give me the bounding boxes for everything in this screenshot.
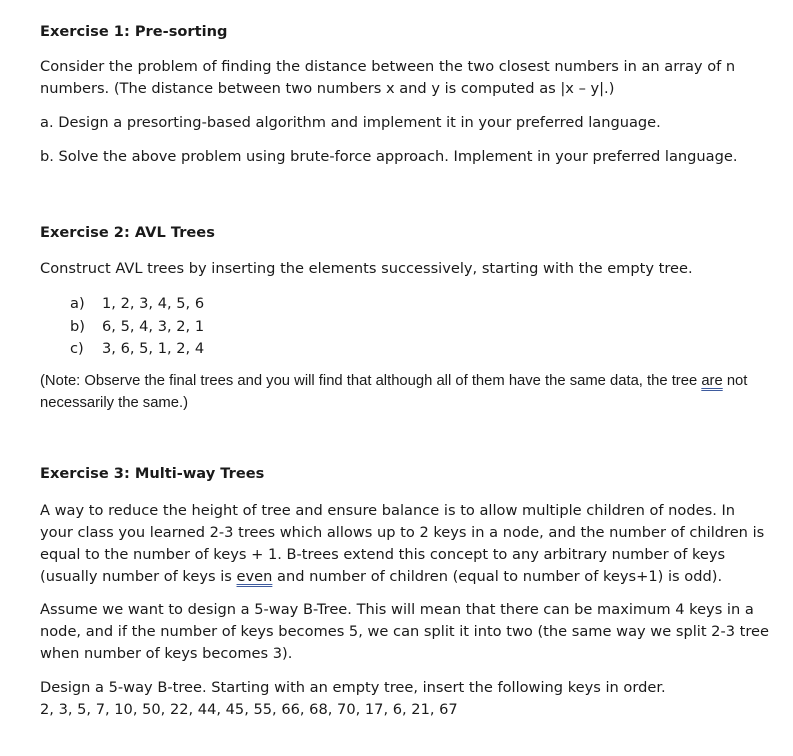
- list-item-text: 1, 2, 3, 4, 5, 6: [102, 295, 205, 312]
- list-marker: c): [70, 340, 84, 357]
- exercise-1-part-b: b. Solve the above problem using brute-force approach. Implement in your preferred language.: [40, 148, 738, 165]
- list-item: [40, 293, 770, 316]
- exercise-3-paragraph-2: Assume we want to design a 5-way B-Tree. This will mean that there can be maximum 4 keys in a node, and if the number of keys becomes 5, we can split it into two (the same way we split 2-3 tree when number of keys becomes 3).: [40, 601, 770, 662]
- exercise-1-intro: Consider the problem of finding the distance between the two closest numbers in an array of n numbers. (The distance between two numbers x and y is computed as |x – y|.): [40, 58, 736, 97]
- exercise-2: [40, 223, 770, 414]
- paragraph-text: A way to reduce the height of tree and ensure balance is to allow multiple children of nodes. In your class you learned 2-3 trees which allows up to 2 keys in a node, and the number of children is equal to the number of keys + 1. B-trees extend this concept to any arbitrary number of keys (usually number of keys is: [40, 502, 765, 585]
- list-item: [40, 338, 770, 361]
- exercise-3: [40, 464, 770, 721]
- avl-sequence-list: [40, 293, 770, 361]
- grammar-flagged-word: are: [701, 372, 723, 389]
- paragraph-text: Design a 5-way B-tree. Starting with an empty tree, insert the following keys in order.: [40, 679, 666, 696]
- list-item-text: 3, 6, 5, 1, 2, 4: [102, 340, 205, 357]
- key-sequence: 2, 3, 5, 7, 10, 50, 22, 44, 45, 55, 66, 68, 70, 17, 6, 21, 67: [40, 701, 458, 718]
- exercise-2-note: [40, 370, 770, 414]
- exercise-2-heading: Exercise 2: AVL Trees: [40, 224, 215, 241]
- list-item: [40, 316, 770, 339]
- list-marker: b): [70, 317, 85, 335]
- exercise-1: [40, 22, 770, 168]
- exercise-3-paragraph-3: [40, 677, 770, 721]
- grammar-flagged-word: even: [236, 568, 273, 585]
- paragraph-text-end: and number of children (equal to number of keys+1) is odd).: [272, 568, 723, 585]
- exercise-3-heading: Exercise 3: Multi-way Trees: [40, 465, 265, 482]
- exercise-3-paragraph-1: [40, 500, 770, 588]
- exercise-1-part-a: a. Design a presorting-based algorithm and implement it in your preferred language.: [40, 114, 661, 131]
- note-text-end: not necessarily the same.): [40, 372, 748, 411]
- note-text: (Note: Observe the final trees and you will find that although all of them have the same data, the tree: [40, 372, 702, 389]
- exercise-2-intro: Construct AVL trees by inserting the elements successively, starting with the empty tree.: [40, 260, 693, 277]
- list-item-text: 6, 5, 4, 3, 2, 1: [102, 317, 205, 335]
- list-marker: a): [70, 295, 85, 312]
- exercise-1-heading: Exercise 1: Pre-sorting: [40, 23, 228, 40]
